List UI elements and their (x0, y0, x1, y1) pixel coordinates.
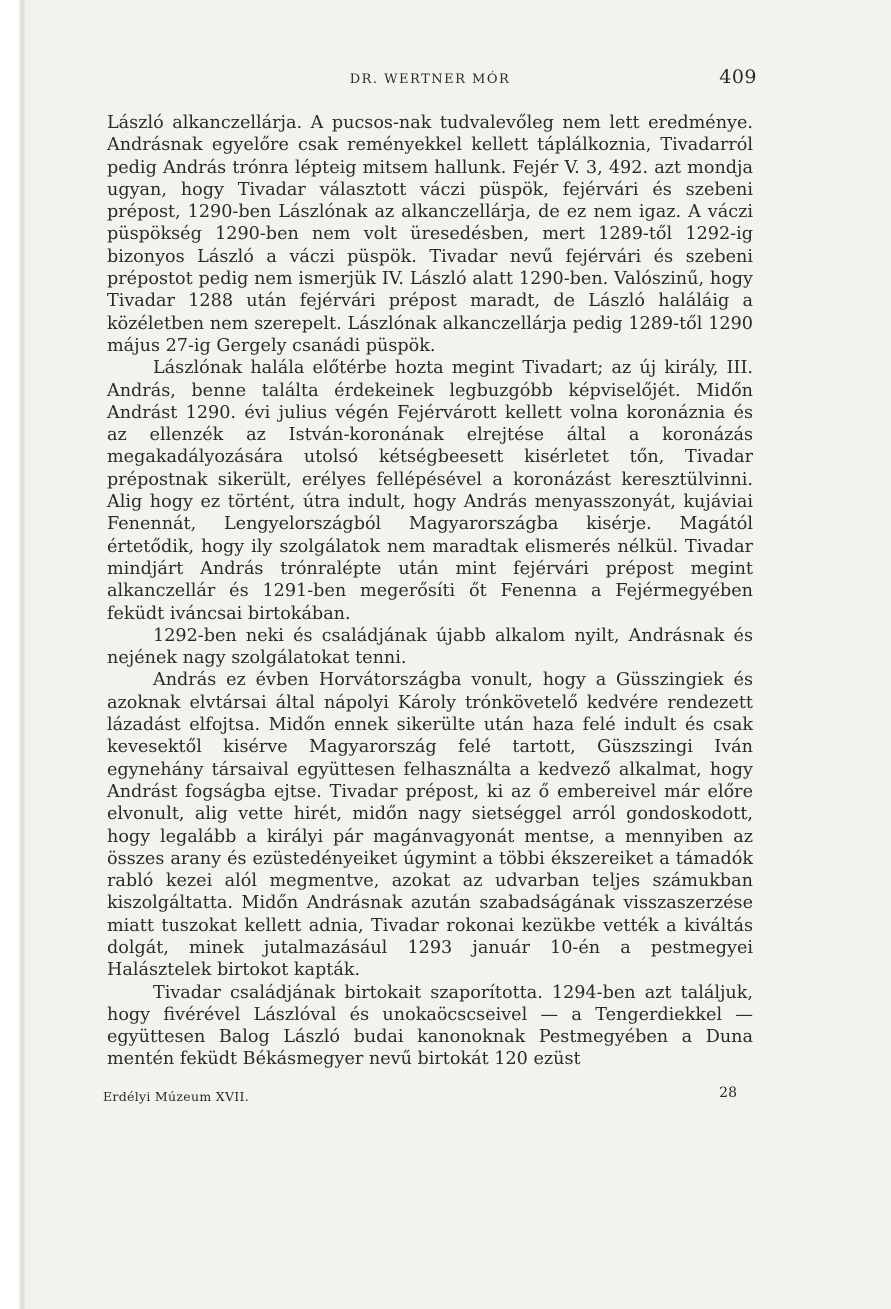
running-title: DR. WERTNER MÓR (349, 72, 511, 87)
paragraph: András ez évben Horvátországba vonult, hogy a Güsszingiek és azoknak elvtársai által nápolyi Károly trónkövetelő kedvére rendezett lázadást elfojtsa. Midőn ennek sikerülte után haza felé indult és csak kevesektől kisérve Magyarország felé tartott, Güszszingi Iván egynehány társaival együttesen felhasználta a kedvező alkalmat, hogy Andrást fogságba ejtse. Tivadar prépost, ki az ő embereivel már előre elvonult, alig vette hirét, midőn nagy sietséggel arról gondoskodott, hogy legalább a királyi pár magánvagyonát mentse, a mennyiben az összes arany és ezüstedényeiket úgymint a többi ékszereiket a támadók rabló kezei alól megmentve, azokat az udvarban teljes számukban kiszolgáltatta. Midőn Andrásnak azután szabadságának visszaszerzése miatt tuszokat kellett adnia, Tivadar rokonai kezükbe vették a kiváltás dolgát, minek jutalmazásául 1293 január 10-én a pestmegyei Halásztelek birtokot kapták. (107, 670, 753, 981)
text-block (103, 60, 757, 1109)
sheet-number: 28 (719, 1084, 737, 1101)
running-head (107, 60, 757, 96)
journal-signature: Erdélyi Múzeum XVII. (103, 1088, 250, 1104)
page-footer (103, 1079, 753, 1109)
paragraph: László alkanczellárja. A pucsos-nak tudvalevőleg nem lett eredménye. Andrásnak egyelőre csak reményekkel kellett táplálkoznia, Tivadarról pedig András trónra lépteig mitsem hallunk. Fejér V. 3, 492. azt mondja ugyan, hogy Tivadar választott váczi püspök, fejérvári és szebeni prépost, 1290-ben Lászlónak az alkanczellárja, de ez nem igaz. A váczi püspökség 1290-ben nem volt üresedésben, mert 1289-től 1292-ig bizonyos László a váczi püspök. Tivadar nevű fejérvári és szebeni prépostot pedig nem ismerjük IV. László alatt 1290-ben. Valószinű, hogy Tivadar 1288 után fejérvári prépost maradt, de László haláláig a közéletben nem szerepelt. Lászlónak alkanczellárja pedig 1289-től 1290 május 27-ig Gergely csanádi püspök. (107, 113, 753, 356)
page-number: 409 (719, 66, 757, 88)
paragraph: 1292-ben neki és családjának újabb alkalom nyilt, Andrásnak és nejének nagy szolgálatokat tenni. (107, 625, 753, 669)
scan-edge (0, 0, 26, 1309)
paragraph: Lászlónak halála előtérbe hozta megint Tivadart; az új király, III. András, benne találta érdekeinek legbuzgóbb képviselőjét. Midőn Andrást 1290. évi julius végén Fejérvárott kellett volna koronáznia és az ellenzék az István-koronának elrejtése által a koronázás megakadályozására utolsó kétségbeesett kisérletet tőn, Tivadar prépostnak sikerült, erélyes fellépésével a koronázást keresztülvinni. Alig hogy ez történt, útra indult, hogy András menyasszonyát, kujáviai Fenennát, Lengyelországból Magyarországba kisérje. Magától értetődik, hogy ily szolgálatok nem maradtak elismerés nélkül. Tivadar mindjárt András trónralépte után mint fejérvári prépost megint alkanczellár és 1291-ben megerősíti őt Fenenna a Fejérmegyében feküdt iváncsai birtokában. (107, 358, 753, 624)
paragraph: Tivadar családjának birtokait szaporította. 1294-ben azt találjuk, hogy fivérével Lászlóval és unokaöcscseivel — a Tengerdiekkel — együttesen Balog László budai kanonoknak Pestmegyében a Duna mentén feküdt Békásmegyer nevű birtokát 120 ezüst (107, 982, 753, 1070)
body-text (107, 112, 753, 1071)
